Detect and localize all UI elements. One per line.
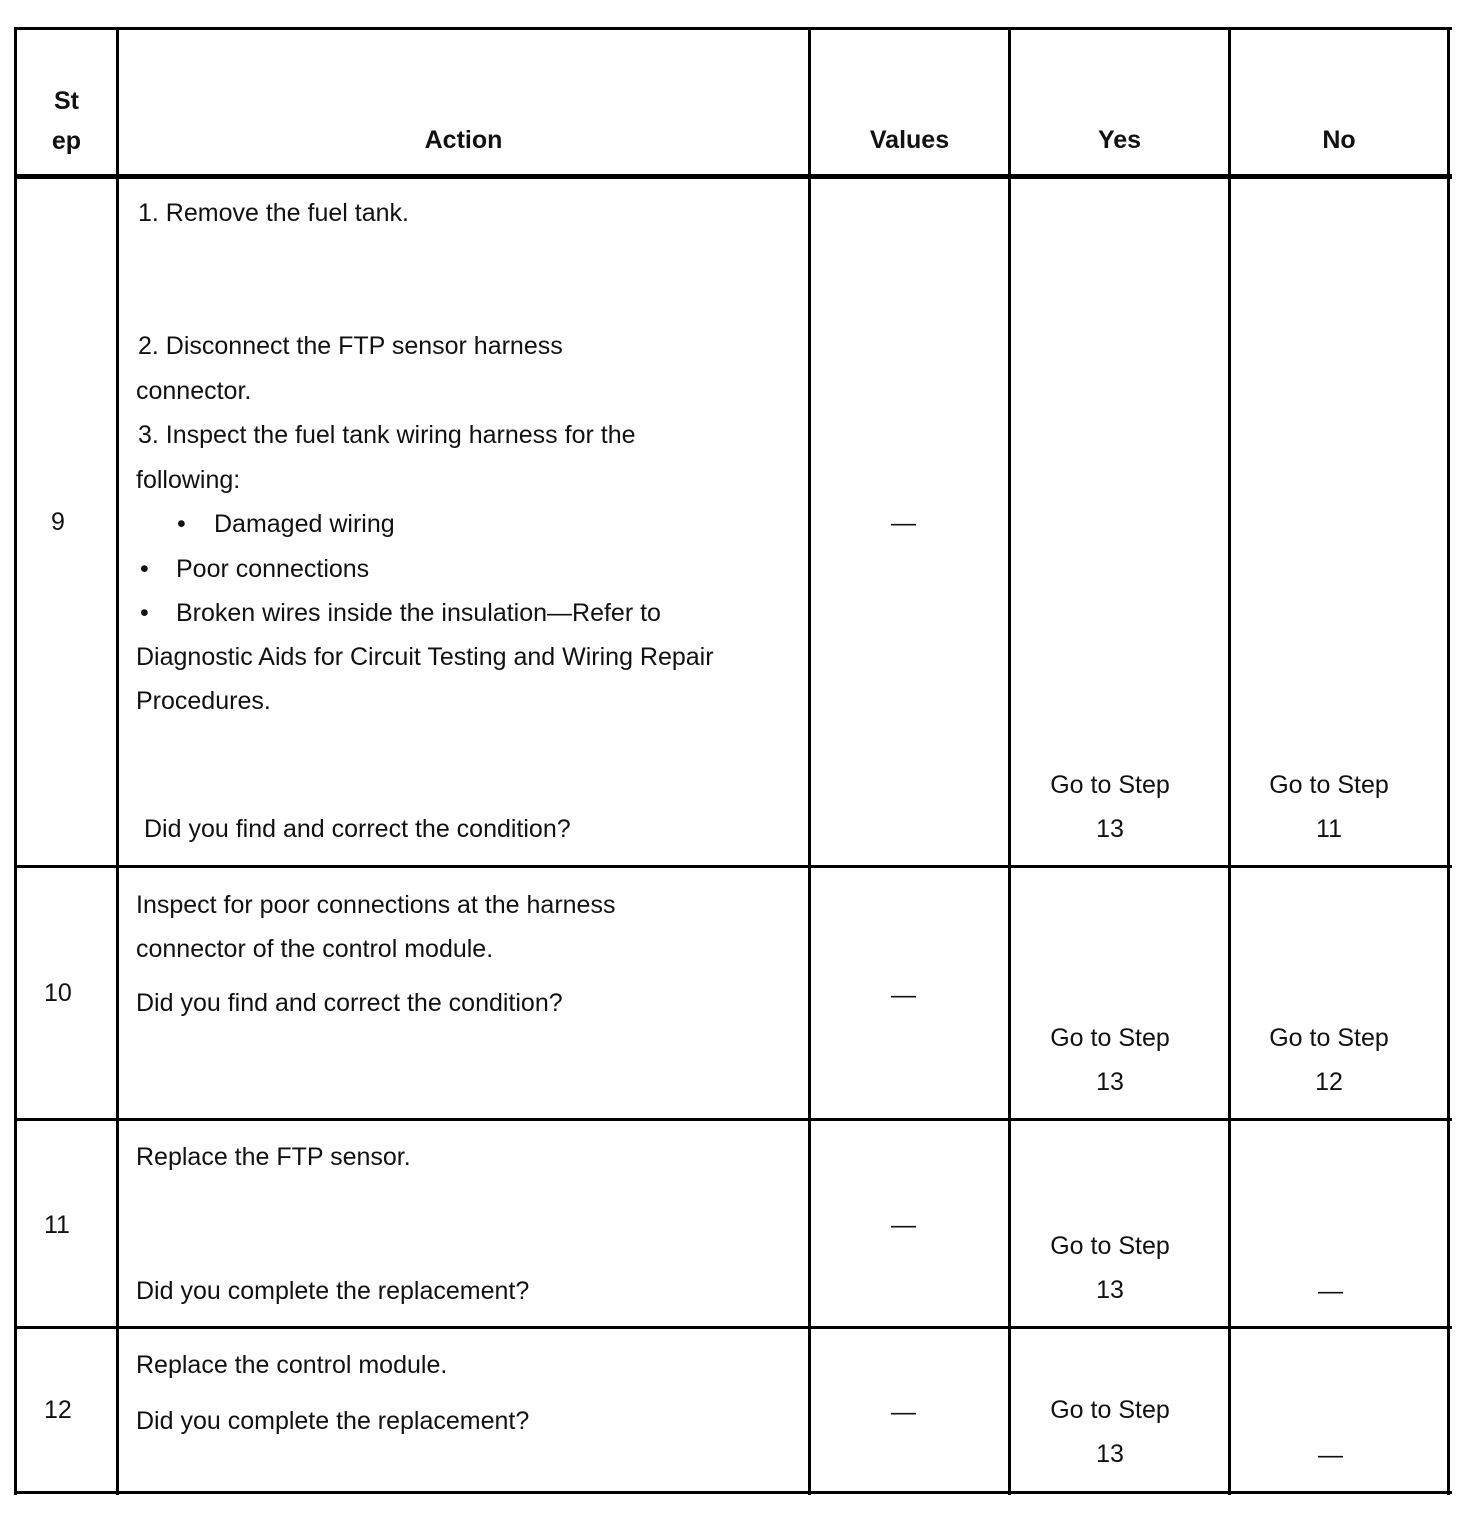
row-11-no: — (1318, 1277, 1343, 1305)
table-right-border (1447, 27, 1450, 1495)
header-values: Values (869, 126, 950, 154)
row-9-action-item1: 1. Remove the fuel tank. (138, 199, 409, 227)
row-10-action-line2: connector of the control module. (136, 935, 494, 963)
row-10-values: — (891, 981, 916, 1009)
header-yes: Yes (1097, 126, 1142, 154)
header-no: No (1322, 126, 1356, 154)
row-11-yes: Go to Step 13 (1050, 1232, 1170, 1304)
row-9-action-question: Did you find and correct the condition? (144, 815, 571, 843)
row-9-action-bullet2: Poor connections (176, 555, 370, 583)
row-9-action-item3a: 3. Inspect the fuel tank wiring harness for the (138, 421, 636, 449)
row-9-action-bullet3b: Diagnostic Aids for Circuit Testing and Wiring Repair (136, 643, 714, 671)
row-9-no: Go to Step 11 (1269, 771, 1389, 843)
row-10-step: 10 (44, 979, 72, 1007)
row-11-action-line1: Replace the FTP sensor. (136, 1143, 411, 1171)
row-9-values: — (891, 509, 916, 537)
row-9-action-bullet1: Damaged wiring (214, 510, 395, 538)
col-divider-action-values (808, 27, 811, 1495)
row-12-action-line1: Replace the control module. (136, 1351, 448, 1379)
header-bottom-border (14, 174, 1452, 179)
row-9-step: 9 (51, 508, 65, 536)
row-9-bullet-glyph-2: • (140, 555, 149, 583)
row-9-action-item2b: connector. (136, 377, 252, 405)
header-action: Action (424, 126, 503, 154)
table-bottom-border (14, 1491, 1452, 1494)
row-11-bottom-border (14, 1326, 1452, 1329)
row-10-action-line1: Inspect for poor connections at the harness (136, 891, 616, 919)
row-10-action-question: Did you find and correct the condition? (136, 989, 563, 1017)
row-12-action-question: Did you complete the replacement? (136, 1407, 530, 1435)
row-10-no: Go to Step 12 (1269, 1024, 1389, 1096)
row-9-yes: Go to Step 13 (1050, 771, 1170, 843)
table-top-border (14, 27, 1452, 30)
table-left-border (14, 27, 17, 1495)
row-11-values: — (891, 1211, 916, 1239)
row-12-values: — (891, 1398, 916, 1426)
header-step: St ep (51, 87, 82, 155)
row-9-action-item2a: 2. Disconnect the FTP sensor harness (138, 332, 563, 360)
row-9-bullet-glyph-1: • (177, 510, 186, 538)
row-10-yes: Go to Step 13 (1050, 1024, 1170, 1096)
row-12-step: 12 (44, 1396, 72, 1424)
row-9-action-bullet3a: Broken wires inside the insulation—Refer to (176, 599, 661, 627)
col-divider-step-action (116, 27, 119, 1495)
row-12-no: — (1318, 1441, 1343, 1469)
col-divider-yes-no (1228, 27, 1231, 1495)
row-9-bottom-border (14, 865, 1452, 868)
row-9-action-bullet3c: Procedures. (136, 687, 271, 715)
row-11-action-question: Did you complete the replacement? (136, 1277, 530, 1305)
row-12-yes: Go to Step 13 (1050, 1396, 1170, 1468)
row-9-action-item3b: following: (136, 466, 241, 494)
row-10-bottom-border (14, 1118, 1452, 1121)
row-11-step: 11 (44, 1211, 70, 1239)
row-9-bullet-glyph-3: • (140, 599, 149, 627)
